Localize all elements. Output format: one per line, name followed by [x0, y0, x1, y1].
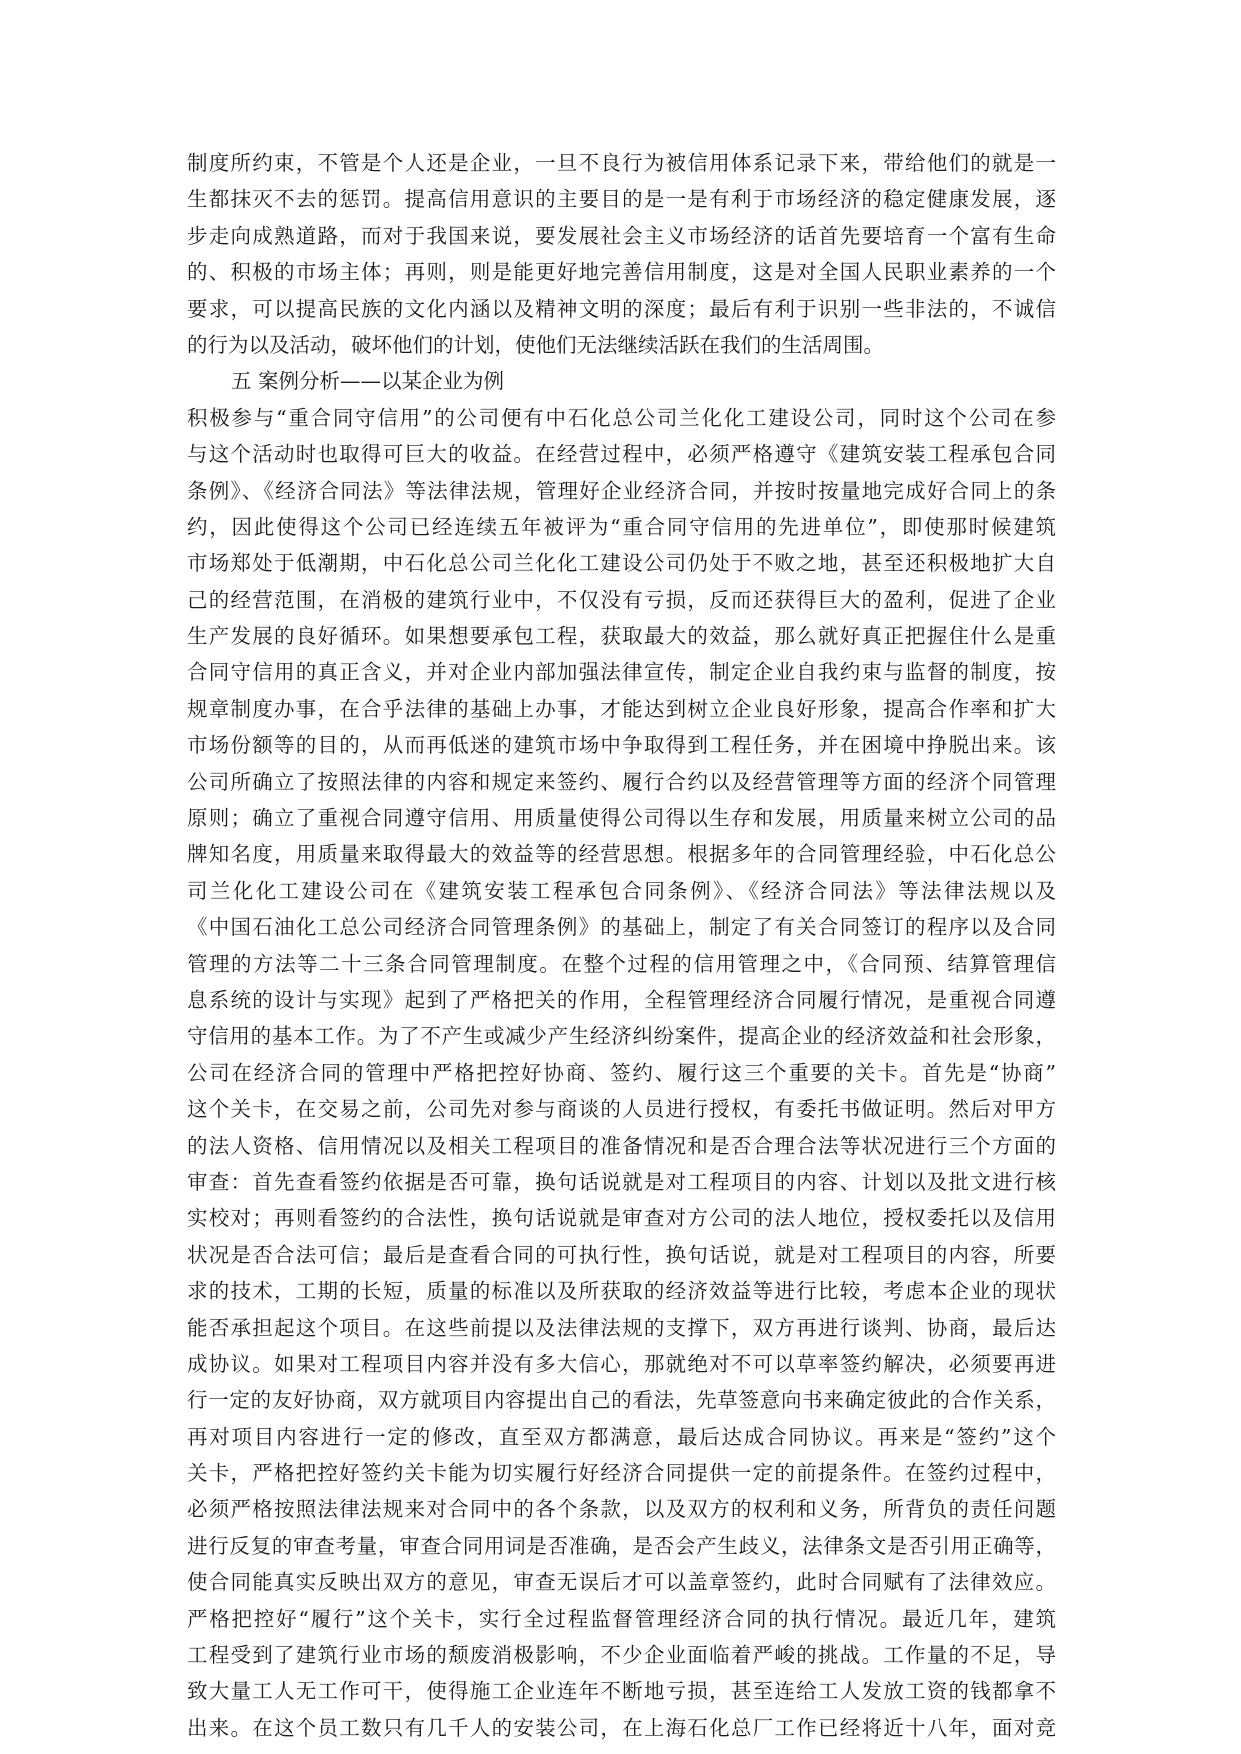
text-line: 行一定的友好协商，双方就项目内容提出自己的看法，先草签意向书来确定彼此的合作关系， — [187, 1388, 1056, 1413]
text-line: 约，因此使得这个公司已经连续五年被评为“重合同守信用的先进单位”，即使那时候建筑 — [187, 514, 1056, 539]
text-line: 必须严格按照法律法规来对合同中的各个条款，以及双方的权利和义务，所背负的责任问题 — [187, 1497, 1056, 1522]
text-line: 的、积极的市场主体；再则，则是能更好地完善信用制度，这是对全国人民职业素养的一个 — [187, 260, 1056, 285]
text-line: 进行反复的审查考量，审查合同用词是否准确，是否会产生歧义，法律条文是否引用正确等， — [187, 1533, 1056, 1558]
text-line: 再对项目内容进行一定的修改，直至双方都满意，最后达成合同协议。再来是“签约”这个 — [187, 1424, 1056, 1449]
body-text — [187, 145, 1056, 1746]
text-line: 生产发展的良好循环。如果想要承包工程，获取最大的效益，那么就好真正把握住什么是重 — [187, 624, 1056, 649]
text-line: 的法人资格、信用情况以及相关工程项目的准备情况和是否合理合法等状况进行三个方面的 — [187, 1133, 1056, 1158]
text-line: 严格把控好“履行”这个关卡，实行全过程监督管理经济合同的执行情况。最近几年，建筑 — [187, 1606, 1056, 1631]
text-line: 能否承担起这个项目。在这些前提以及法律法规的支撑下，双方再进行谈判、协商，最后达 — [187, 1315, 1056, 1340]
text-line: 公司所确立了按照法律的内容和规定来签约、履行合约以及经营管理等方面的经济个同管理 — [187, 769, 1056, 794]
text-line: 管理的方法等二十三条合同管理制度。在整个过程的信用管理之中，《合同预、结算管理信 — [187, 951, 1056, 976]
text-line: 关卡，严格把控好签约关卡能为切实履行好经济合同提供一定的前提条件。在签约过程中， — [187, 1461, 1056, 1486]
text-line: 原则；确立了重视合同遵守信用、用质量使得公司得以生存和发展，用质量来树立公司的品 — [187, 806, 1056, 831]
section-heading: 五 案例分析——以某企业为例 — [231, 369, 505, 394]
text-line: 牌知名度，用质量来取得最大的效益等的经营思想。根据多年的合同管理经验，中石化总公 — [187, 842, 1056, 867]
text-line: 条例》、《经济合同法》等法律法规，管理好企业经济合同，并按时按量地完成好合同上的条 — [187, 478, 1056, 503]
text-line: 《中国石油化工总公司经济合同管理条例》的基础上，制定了有关合同签订的程序以及合同 — [187, 915, 1056, 940]
text-line: 生都抹灭不去的惩罚。提高信用意识的主要目的是一是有利于市场经济的稳定健康发展，逐 — [187, 187, 1056, 212]
text-line: 制度所约束，不管是个人还是企业，一旦不良行为被信用体系记录下来，带给他们的就是一 — [187, 151, 1056, 175]
text-line: 司兰化化工建设公司在《建筑安装工程承包合同条例》、《经济合同法》等法律法规以及 — [187, 878, 1056, 903]
text-line: 步走向成熟道路，而对于我国来说，要发展社会主义市场经济的话首先要培育一个富有生命 — [187, 223, 1056, 248]
text-line: 规章制度办事，在合乎法律的基础上办事，才能达到树立企业良好形象，提高合作率和扩大 — [187, 696, 1056, 721]
text-line: 成协议。如果对工程项目内容并没有多大信心，那就绝对不可以草率签约解决，必须要再进 — [187, 1351, 1056, 1376]
text-line: 状况是否合法可信；最后是查看合同的可执行性，换句话说，就是对工程项目的内容，所要 — [187, 1242, 1056, 1267]
text-line: 出来。在这个员工数只有几千人的安装公司，在上海石化总厂工作已经将近十八年，面对竞 — [187, 1715, 1056, 1740]
text-line: 公司在经济合同的管理中严格把控好协商、签约、履行这三个重要的关卡。首先是“协商” — [187, 1060, 1056, 1085]
text-line: 求的技术，工期的长短，质量的标准以及所获取的经济效益等进行比较，考虑本企业的现状 — [187, 1279, 1056, 1304]
text-line: 实校对；再则看签约的合法性，换句话说就是审查对方公司的法人地位，授权委托以及信用 — [187, 1206, 1056, 1231]
paragraph-case-analysis — [187, 400, 1056, 1746]
text-line: 的行为以及活动，破坏他们的计划，使他们无法继续活跃在我们的生活周围。 — [187, 332, 884, 357]
paragraph-credit-awareness — [187, 145, 1056, 363]
text-line: 息系统的设计与实现》起到了严格把关的作用，全程管理经济合同履行情况，是重视合同遵 — [187, 987, 1056, 1012]
text-line: 使合同能真实反映出双方的意见，审查无误后才可以盖章签约，此时合同赋有了法律效应。 — [187, 1570, 1056, 1595]
text-line: 要求，可以提高民族的文化内涵以及精神文明的深度；最后有利于识别一些非法的，不诚信 — [187, 296, 1056, 321]
text-line: 致大量工人无工作可干，使得施工企业连年不断地亏损，甚至连给工人发放工资的钱都拿不 — [187, 1679, 1056, 1704]
text-line: 己的经营范围，在消极的建筑行业中，不仅没有亏损，反而还获得巨大的盈利，促进了企业 — [187, 587, 1056, 612]
text-line: 合同守信用的真正含义，并对企业内部加强法律宣传，制定企业自我约束与监督的制度，按 — [187, 660, 1056, 685]
text-line: 与这个活动时也取得可巨大的收益。在经营过程中，必须严格遵守《建筑安装工程承包合同 — [187, 442, 1056, 467]
text-line: 市场份额等的目的，从而再低迷的建筑市场中争取得到工程任务，并在困境中挣脱出来。该 — [187, 733, 1056, 758]
text-line: 这个关卡，在交易之前，公司先对参与商谈的人员进行授权，有委托书做证明。然后对甲方 — [187, 1097, 1056, 1122]
text-line: 市场郑处于低潮期，中石化总公司兰化化工建设公司仍处于不败之地，甚至还积极地扩大自 — [187, 551, 1056, 576]
text-line: 积极参与“重合同守信用”的公司便有中石化总公司兰化化工建设公司，同时这个公司在参 — [187, 405, 1056, 430]
text-line: 守信用的基本工作。为了不产生或减少产生经济纠纷案件，提高企业的经济效益和社会形象， — [187, 1024, 1056, 1049]
text-line: 审查：首先查看签约依据是否可靠，换句话说就是对工程项目的内容、计划以及批文进行核 — [187, 1169, 1056, 1194]
text-line: 工程受到了建筑行业市场的颓废消极影响，不少企业面临着严峻的挑战。工作量的不足，导 — [187, 1643, 1056, 1668]
